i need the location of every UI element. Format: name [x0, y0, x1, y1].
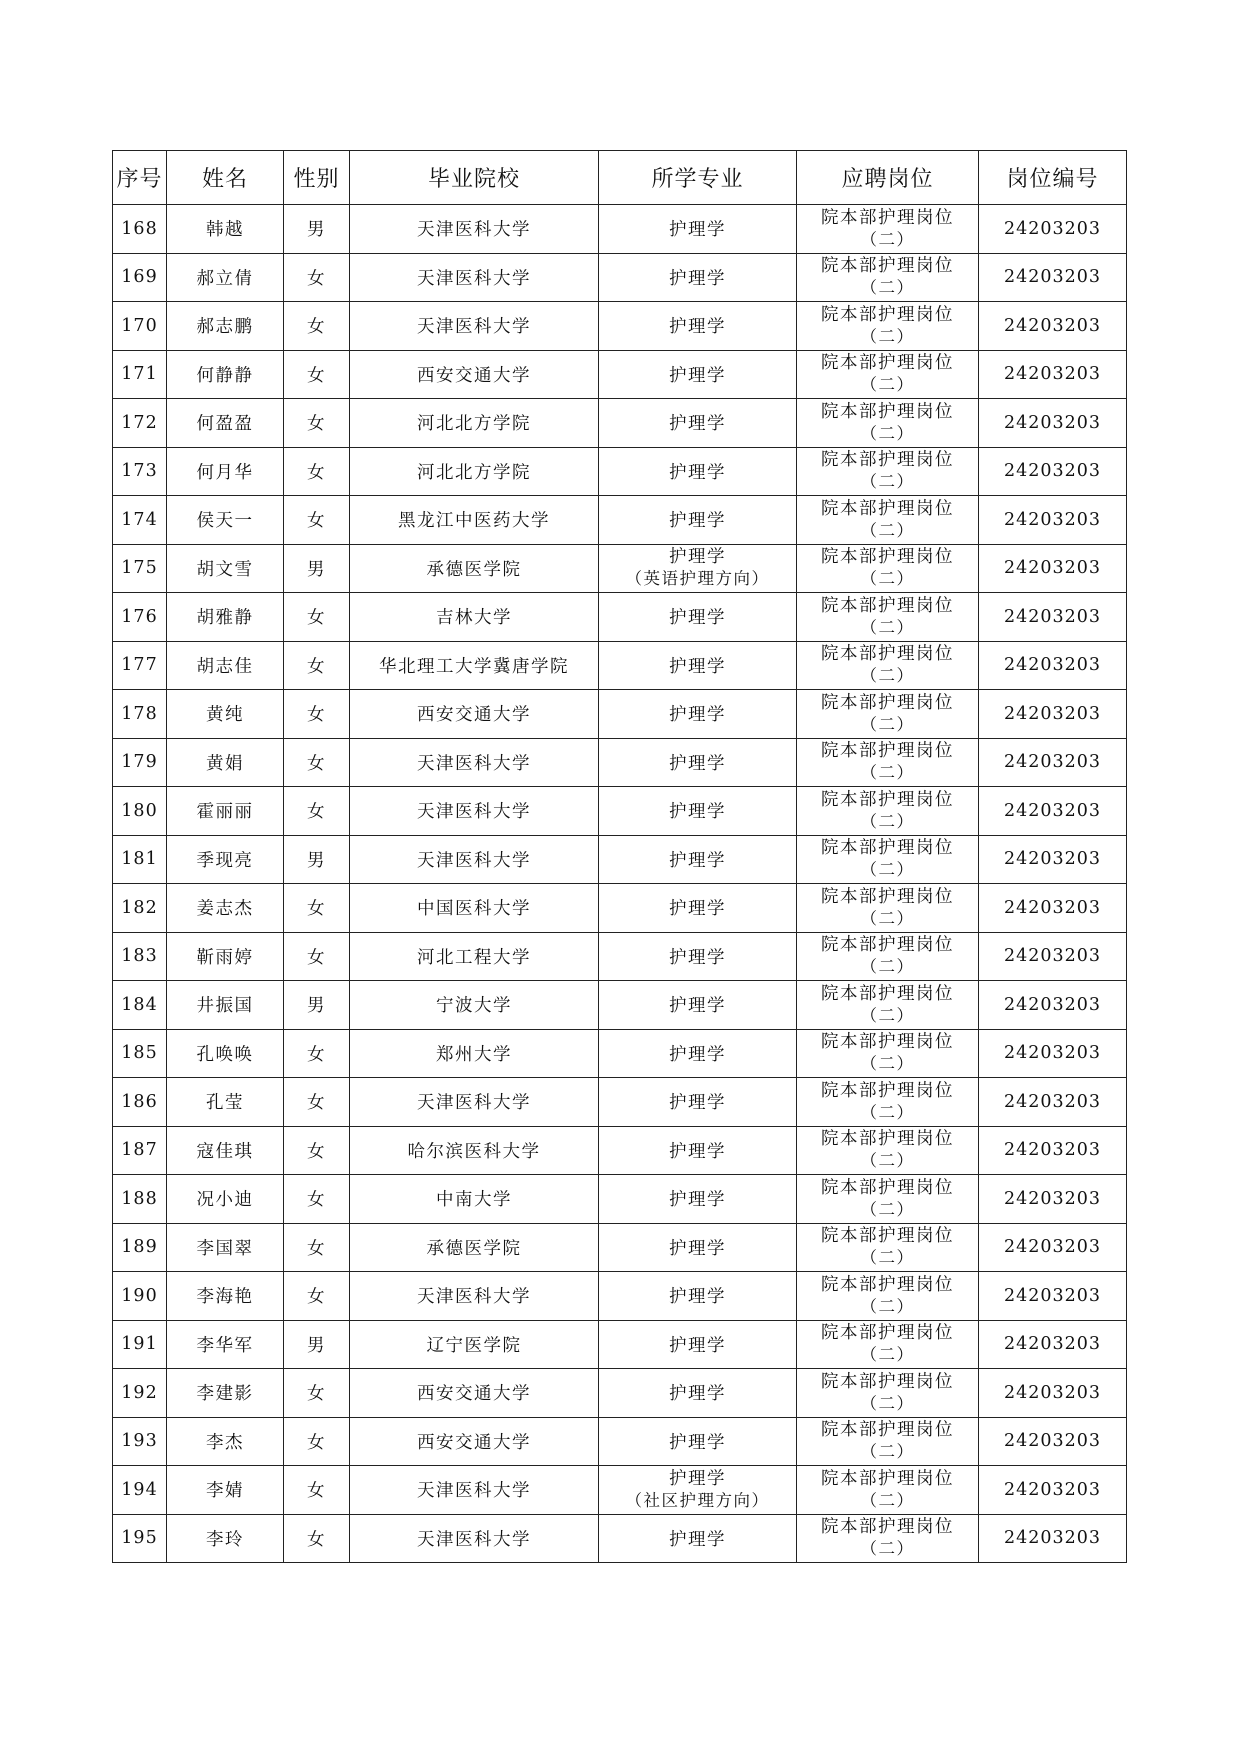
cell-major: 护理学 [599, 981, 797, 1030]
cell-position-code: 24203203 [979, 544, 1127, 593]
cell-serial-number: 192 [113, 1369, 167, 1418]
cell-position [797, 787, 979, 836]
header-major: 所学专业 [599, 151, 797, 205]
cell-name: 何静静 [167, 350, 284, 399]
cell-school: 天津医科大学 [350, 302, 599, 351]
cell-major: 护理学 [599, 350, 797, 399]
cell-position [797, 399, 979, 448]
cell-serial-number: 191 [113, 1320, 167, 1369]
header-position-code: 岗位编号 [979, 151, 1127, 205]
position-subtext: （二） [860, 1102, 915, 1122]
table-row [113, 1223, 1127, 1272]
cell-school: 承德医学院 [350, 544, 599, 593]
cell-major: 护理学 [599, 835, 797, 884]
position-text: 院本部护理岗位 [821, 401, 954, 422]
cell-gender: 女 [284, 593, 350, 642]
cell-major: 护理学 [599, 1078, 797, 1127]
table-row [113, 1078, 1127, 1127]
position-text: 院本部护理岗位 [821, 1032, 954, 1053]
cell-major: 护理学 [599, 932, 797, 981]
table-row [113, 302, 1127, 351]
major-text: 护理学 [669, 547, 726, 568]
cell-school: 天津医科大学 [350, 253, 599, 302]
cell-position-code: 24203203 [979, 1029, 1127, 1078]
table-row [113, 884, 1127, 933]
position-subtext: （二） [860, 229, 915, 249]
cell-position-code: 24203203 [979, 1320, 1127, 1369]
cell-name: 李海艳 [167, 1272, 284, 1321]
cell-name: 李国翠 [167, 1223, 284, 1272]
cell-serial-number: 182 [113, 884, 167, 933]
applicant-list-page [112, 150, 1126, 1563]
cell-school: 西安交通大学 [350, 350, 599, 399]
cell-name: 李玲 [167, 1514, 284, 1563]
position-subtext: （二） [860, 1442, 915, 1462]
position-text: 院本部护理岗位 [821, 256, 954, 277]
cell-name: 寇佳琪 [167, 1126, 284, 1175]
table-header [113, 151, 1127, 205]
table-row [113, 496, 1127, 545]
position-text: 院本部护理岗位 [821, 692, 954, 713]
cell-position-code: 24203203 [979, 447, 1127, 496]
position-text: 院本部护理岗位 [821, 838, 954, 859]
cell-position-code: 24203203 [979, 350, 1127, 399]
cell-school: 宁波大学 [350, 981, 599, 1030]
table-row [113, 350, 1127, 399]
table-row [113, 1029, 1127, 1078]
cell-major [599, 544, 797, 593]
cell-position-code: 24203203 [979, 981, 1127, 1030]
cell-position [797, 496, 979, 545]
position-subtext: （二） [860, 1490, 915, 1510]
position-text: 院本部护理岗位 [821, 741, 954, 762]
position-text: 院本部护理岗位 [821, 498, 954, 519]
cell-position-code: 24203203 [979, 1223, 1127, 1272]
position-subtext: （二） [860, 617, 915, 637]
position-subtext: （二） [860, 1539, 915, 1559]
cell-school: 天津医科大学 [350, 205, 599, 254]
cell-name: 韩越 [167, 205, 284, 254]
cell-school: 河北工程大学 [350, 932, 599, 981]
cell-major: 护理学 [599, 496, 797, 545]
header-position: 应聘岗位 [797, 151, 979, 205]
position-text: 院本部护理岗位 [821, 935, 954, 956]
cell-position [797, 1417, 979, 1466]
cell-position [797, 641, 979, 690]
cell-serial-number: 172 [113, 399, 167, 448]
position-text: 院本部护理岗位 [821, 1420, 954, 1441]
cell-position-code: 24203203 [979, 932, 1127, 981]
cell-serial-number: 180 [113, 787, 167, 836]
cell-name: 胡文雪 [167, 544, 284, 593]
position-text: 院本部护理岗位 [821, 644, 954, 665]
cell-gender: 女 [284, 1272, 350, 1321]
cell-school: 西安交通大学 [350, 690, 599, 739]
cell-major: 护理学 [599, 1417, 797, 1466]
cell-gender: 女 [284, 447, 350, 496]
cell-school: 天津医科大学 [350, 835, 599, 884]
cell-name: 李华军 [167, 1320, 284, 1369]
position-subtext: （二） [860, 278, 915, 298]
cell-school: 天津医科大学 [350, 1514, 599, 1563]
table-row [113, 1126, 1127, 1175]
cell-name: 况小迪 [167, 1175, 284, 1224]
cell-serial-number: 193 [113, 1417, 167, 1466]
position-text: 院本部护理岗位 [821, 304, 954, 325]
position-subtext: （二） [860, 375, 915, 395]
cell-school: 哈尔滨医科大学 [350, 1126, 599, 1175]
position-subtext: （二） [860, 1393, 915, 1413]
table-row [113, 205, 1127, 254]
cell-serial-number: 169 [113, 253, 167, 302]
cell-major: 护理学 [599, 205, 797, 254]
cell-position [797, 1514, 979, 1563]
position-text: 院本部护理岗位 [821, 595, 954, 616]
cell-name: 侯天一 [167, 496, 284, 545]
header-serial-number: 序号 [113, 151, 167, 205]
cell-name: 胡志佳 [167, 641, 284, 690]
position-text: 院本部护理岗位 [821, 983, 954, 1004]
cell-school: 天津医科大学 [350, 1466, 599, 1515]
cell-name: 井振国 [167, 981, 284, 1030]
cell-position [797, 205, 979, 254]
table-body [113, 205, 1127, 1563]
cell-serial-number: 170 [113, 302, 167, 351]
position-subtext: （二） [860, 763, 915, 783]
cell-school: 辽宁医学院 [350, 1320, 599, 1369]
position-text: 院本部护理岗位 [821, 1323, 954, 1344]
cell-school: 天津医科大学 [350, 1078, 599, 1127]
cell-school: 天津医科大学 [350, 1272, 599, 1321]
position-subtext: （二） [860, 1199, 915, 1219]
cell-gender: 女 [284, 1029, 350, 1078]
position-subtext: （二） [860, 1005, 915, 1025]
cell-school: 河北北方学院 [350, 399, 599, 448]
cell-serial-number: 189 [113, 1223, 167, 1272]
position-subtext: （二） [860, 811, 915, 831]
position-subtext: （二） [860, 1345, 915, 1365]
cell-major: 护理学 [599, 253, 797, 302]
position-subtext: （二） [860, 1296, 915, 1316]
cell-serial-number: 183 [113, 932, 167, 981]
table-row [113, 738, 1127, 787]
position-text: 院本部护理岗位 [821, 1468, 954, 1489]
table-row [113, 399, 1127, 448]
cell-gender: 男 [284, 544, 350, 593]
cell-major: 护理学 [599, 1126, 797, 1175]
cell-gender: 女 [284, 787, 350, 836]
cell-gender: 女 [284, 1126, 350, 1175]
cell-serial-number: 195 [113, 1514, 167, 1563]
cell-position-code: 24203203 [979, 1126, 1127, 1175]
table-row [113, 690, 1127, 739]
cell-position-code: 24203203 [979, 1417, 1127, 1466]
cell-school: 西安交通大学 [350, 1369, 599, 1418]
cell-name: 郝志鹏 [167, 302, 284, 351]
cell-gender: 女 [284, 1175, 350, 1224]
position-subtext: （二） [860, 326, 915, 346]
cell-school: 华北理工大学冀唐学院 [350, 641, 599, 690]
cell-position-code: 24203203 [979, 1514, 1127, 1563]
cell-position [797, 544, 979, 593]
cell-name: 孔莹 [167, 1078, 284, 1127]
cell-major [599, 1466, 797, 1515]
cell-serial-number: 190 [113, 1272, 167, 1321]
cell-name: 季现亮 [167, 835, 284, 884]
cell-gender: 女 [284, 253, 350, 302]
position-text: 院本部护理岗位 [821, 1177, 954, 1198]
cell-gender: 女 [284, 399, 350, 448]
cell-position-code: 24203203 [979, 835, 1127, 884]
position-text: 院本部护理岗位 [821, 1274, 954, 1295]
cell-position [797, 1466, 979, 1515]
position-text: 院本部护理岗位 [821, 789, 954, 810]
table-row [113, 1514, 1127, 1563]
cell-position-code: 24203203 [979, 787, 1127, 836]
position-subtext: （二） [860, 423, 915, 443]
cell-position [797, 738, 979, 787]
cell-position-code: 24203203 [979, 738, 1127, 787]
cell-school: 天津医科大学 [350, 738, 599, 787]
cell-serial-number: 185 [113, 1029, 167, 1078]
cell-school: 中国医科大学 [350, 884, 599, 933]
cell-name: 姜志杰 [167, 884, 284, 933]
cell-major: 护理学 [599, 1514, 797, 1563]
cell-position [797, 350, 979, 399]
table-row [113, 1272, 1127, 1321]
table-row [113, 253, 1127, 302]
cell-gender: 女 [284, 1369, 350, 1418]
cell-gender: 女 [284, 1417, 350, 1466]
cell-position-code: 24203203 [979, 593, 1127, 642]
position-subtext: （二） [860, 472, 915, 492]
cell-name: 李杰 [167, 1417, 284, 1466]
cell-major: 护理学 [599, 787, 797, 836]
cell-major: 护理学 [599, 1029, 797, 1078]
cell-serial-number: 171 [113, 350, 167, 399]
cell-position [797, 1175, 979, 1224]
position-text: 院本部护理岗位 [821, 450, 954, 471]
cell-serial-number: 178 [113, 690, 167, 739]
cell-major: 护理学 [599, 690, 797, 739]
position-text: 院本部护理岗位 [821, 886, 954, 907]
cell-serial-number: 184 [113, 981, 167, 1030]
table-row [113, 544, 1127, 593]
cell-school: 中南大学 [350, 1175, 599, 1224]
table-row [113, 1369, 1127, 1418]
cell-position-code: 24203203 [979, 496, 1127, 545]
cell-major: 护理学 [599, 1320, 797, 1369]
cell-name: 黄娟 [167, 738, 284, 787]
table-row [113, 835, 1127, 884]
cell-position-code: 24203203 [979, 690, 1127, 739]
cell-position [797, 1078, 979, 1127]
position-subtext: （二） [860, 957, 915, 977]
cell-name: 靳雨婷 [167, 932, 284, 981]
cell-position-code: 24203203 [979, 884, 1127, 933]
cell-gender: 男 [284, 835, 350, 884]
major-subtext: （社区护理方向） [625, 1490, 770, 1510]
cell-position [797, 884, 979, 933]
table-row [113, 981, 1127, 1030]
cell-position [797, 981, 979, 1030]
cell-position [797, 1223, 979, 1272]
cell-serial-number: 173 [113, 447, 167, 496]
table-row [113, 787, 1127, 836]
cell-name: 何盈盈 [167, 399, 284, 448]
cell-gender: 女 [284, 350, 350, 399]
cell-position-code: 24203203 [979, 302, 1127, 351]
cell-position [797, 1126, 979, 1175]
header-gender: 性别 [284, 151, 350, 205]
cell-major: 护理学 [599, 1175, 797, 1224]
cell-gender: 女 [284, 1223, 350, 1272]
cell-serial-number: 174 [113, 496, 167, 545]
cell-serial-number: 176 [113, 593, 167, 642]
cell-serial-number: 188 [113, 1175, 167, 1224]
table-row [113, 593, 1127, 642]
cell-gender: 女 [284, 932, 350, 981]
cell-school: 天津医科大学 [350, 787, 599, 836]
cell-name: 黄纯 [167, 690, 284, 739]
cell-name: 霍丽丽 [167, 787, 284, 836]
cell-position [797, 1369, 979, 1418]
position-subtext: （二） [860, 1151, 915, 1171]
position-text: 院本部护理岗位 [821, 547, 954, 568]
cell-gender: 女 [284, 302, 350, 351]
cell-position-code: 24203203 [979, 253, 1127, 302]
position-subtext: （二） [860, 666, 915, 686]
cell-gender: 女 [284, 1078, 350, 1127]
position-text: 院本部护理岗位 [821, 207, 954, 228]
position-text: 院本部护理岗位 [821, 1129, 954, 1150]
cell-position [797, 447, 979, 496]
position-subtext: （二） [860, 860, 915, 880]
cell-position [797, 253, 979, 302]
applicant-table [112, 150, 1127, 1563]
cell-position-code: 24203203 [979, 399, 1127, 448]
header-school: 毕业院校 [350, 151, 599, 205]
cell-gender: 女 [284, 1514, 350, 1563]
major-text: 护理学 [669, 1468, 726, 1489]
cell-name: 何月华 [167, 447, 284, 496]
position-subtext: （二） [860, 908, 915, 928]
cell-name: 李建影 [167, 1369, 284, 1418]
cell-major: 护理学 [599, 1223, 797, 1272]
cell-gender: 女 [284, 641, 350, 690]
position-text: 院本部护理岗位 [821, 1080, 954, 1101]
table-row [113, 1417, 1127, 1466]
cell-position [797, 593, 979, 642]
header-name: 姓名 [167, 151, 284, 205]
position-subtext: （二） [860, 569, 915, 589]
position-subtext: （二） [860, 1248, 915, 1268]
table-row [113, 1320, 1127, 1369]
cell-major: 护理学 [599, 447, 797, 496]
cell-serial-number: 186 [113, 1078, 167, 1127]
position-text: 院本部护理岗位 [821, 1517, 954, 1538]
cell-school: 黑龙江中医药大学 [350, 496, 599, 545]
cell-serial-number: 187 [113, 1126, 167, 1175]
cell-name: 郝立倩 [167, 253, 284, 302]
cell-position [797, 835, 979, 884]
cell-position [797, 1272, 979, 1321]
cell-serial-number: 179 [113, 738, 167, 787]
cell-position [797, 932, 979, 981]
position-subtext: （二） [860, 520, 915, 540]
table-row [113, 1175, 1127, 1224]
cell-major: 护理学 [599, 884, 797, 933]
cell-serial-number: 181 [113, 835, 167, 884]
cell-major: 护理学 [599, 641, 797, 690]
cell-serial-number: 177 [113, 641, 167, 690]
cell-position-code: 24203203 [979, 641, 1127, 690]
cell-serial-number: 194 [113, 1466, 167, 1515]
position-text: 院本部护理岗位 [821, 1371, 954, 1392]
position-text: 院本部护理岗位 [821, 1226, 954, 1247]
cell-gender: 男 [284, 981, 350, 1030]
cell-name: 李婧 [167, 1466, 284, 1515]
cell-gender: 女 [284, 884, 350, 933]
cell-gender: 男 [284, 1320, 350, 1369]
cell-gender: 女 [284, 1466, 350, 1515]
cell-position-code: 24203203 [979, 205, 1127, 254]
cell-name: 孔唤唤 [167, 1029, 284, 1078]
position-text: 院本部护理岗位 [821, 353, 954, 374]
cell-school: 承德医学院 [350, 1223, 599, 1272]
cell-position-code: 24203203 [979, 1078, 1127, 1127]
cell-position-code: 24203203 [979, 1466, 1127, 1515]
position-subtext: （二） [860, 714, 915, 734]
cell-name: 胡雅静 [167, 593, 284, 642]
table-row [113, 447, 1127, 496]
cell-position [797, 302, 979, 351]
cell-gender: 男 [284, 205, 350, 254]
position-subtext: （二） [860, 1054, 915, 1074]
cell-position [797, 690, 979, 739]
cell-position-code: 24203203 [979, 1272, 1127, 1321]
cell-gender: 女 [284, 690, 350, 739]
cell-position-code: 24203203 [979, 1175, 1127, 1224]
cell-position-code: 24203203 [979, 1369, 1127, 1418]
cell-major: 护理学 [599, 593, 797, 642]
cell-serial-number: 168 [113, 205, 167, 254]
cell-school: 吉林大学 [350, 593, 599, 642]
cell-gender: 女 [284, 738, 350, 787]
major-subtext: （英语护理方向） [625, 569, 770, 589]
cell-major: 护理学 [599, 302, 797, 351]
table-row [113, 1466, 1127, 1515]
cell-major: 护理学 [599, 1272, 797, 1321]
cell-school: 郑州大学 [350, 1029, 599, 1078]
cell-gender: 女 [284, 496, 350, 545]
cell-major: 护理学 [599, 399, 797, 448]
header-row [113, 151, 1127, 205]
cell-position [797, 1320, 979, 1369]
cell-position [797, 1029, 979, 1078]
cell-school: 西安交通大学 [350, 1417, 599, 1466]
cell-school: 河北北方学院 [350, 447, 599, 496]
table-row [113, 641, 1127, 690]
cell-major: 护理学 [599, 738, 797, 787]
cell-major: 护理学 [599, 1369, 797, 1418]
table-row [113, 932, 1127, 981]
cell-serial-number: 175 [113, 544, 167, 593]
